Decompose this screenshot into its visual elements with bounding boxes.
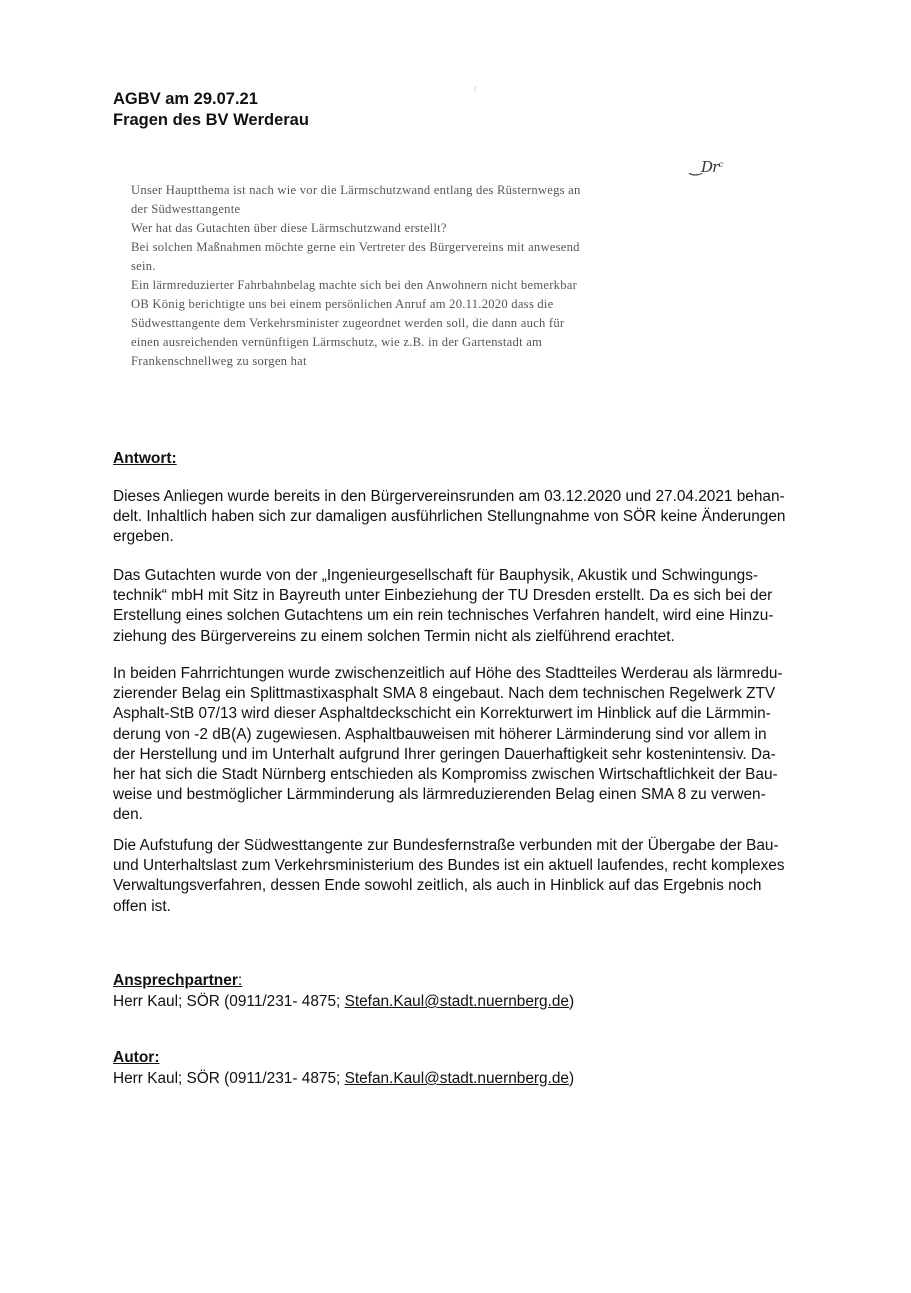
- author-person: Herr Kaul; SÖR (0911/231- 4875;: [113, 1070, 345, 1087]
- answer-heading: Antwort:: [113, 450, 177, 467]
- author-heading: Autor:: [113, 1049, 160, 1066]
- handwritten-initials: ‿Drᶜ: [690, 158, 723, 176]
- answer-line: In beiden Fahrrichtungen wurde zwischenzeitlich auf Höhe des Stadtteiles Werderau als lärmredu-: [113, 665, 783, 682]
- author-email-link[interactable]: Stefan.Kaul@stadt.nuernberg.de: [344, 1070, 569, 1087]
- contact-heading-colon: :: [237, 972, 243, 989]
- question-line: Südwesttangente dem Verkehrsminister zugeordnet werden soll, die dann auch für: [131, 316, 565, 330]
- question-line: Ein lärmreduzierter Fahrbahnbelag machte sich bei den Anwohnern nicht bemerkbar: [131, 278, 578, 292]
- contact-heading: Ansprechpartner: [113, 972, 238, 989]
- answer-line: offen ist.: [113, 897, 171, 915]
- answer-paragraph-4: [113, 836, 853, 917]
- answer-line: Dieses Anliegen wurde bereits in den Bürgervereinsrunden am 03.12.2020 und 27.04.2021 behan-: [113, 488, 785, 505]
- answer-paragraph-2: [113, 566, 853, 647]
- question-line: OB König berichtigte uns bei einem persönlichen Anruf am 20.11.2020 dass die: [131, 297, 554, 311]
- question-line: einen ausreichenden vernünftigen Lärmschutz, wie z.B. in der Gartenstadt am: [131, 335, 543, 349]
- question-line: Bei solchen Maßnahmen möchte gerne ein Vertreter des Bürgervereins mit anwesend: [131, 240, 580, 254]
- answer-paragraph-1: [113, 487, 853, 548]
- document-header: [113, 89, 309, 131]
- answer-line: derung von -2 dB(A) zugewiesen. Asphaltbauweisen mit höherer Lärminderung sind vor allem in: [113, 725, 767, 743]
- answer-line: und Unterhaltslast zum Verkehrsministerium des Bundes ist ein aktuell laufendes, recht komplexes: [113, 857, 785, 875]
- contact-suffix: ): [568, 993, 575, 1010]
- answer-paragraph-3: [113, 664, 853, 826]
- question-line: sein.: [131, 259, 156, 273]
- answer-line: Das Gutachten wurde von der „Ingenieurgesellschaft für Bauphysik, Akustik und Schwingungs-: [113, 567, 759, 584]
- answer-line: Verwaltungsverfahren, dessen Ende sowohl zeitlich, als auch in Hinblick auf das Ergebnis noch: [113, 877, 762, 895]
- answer-line: der Herstellung und im Unterhalt aufgrund Ihrer geringen Dauerhaftigkeit sehr kostenintensiv. Da-: [113, 745, 776, 763]
- question-line: der Südwesttangente: [131, 202, 241, 216]
- answer-line: Asphalt-StB 07/13 wird dieser Asphaltdeckschicht ein Korrekturwert im Hinblick auf die Lärmmin-: [113, 705, 771, 723]
- question-line: Frankenschnellweg zu sorgen hat: [131, 354, 307, 368]
- document-title: AGBV am 29.07.21: [113, 90, 258, 108]
- scan-speck: ı: [474, 84, 477, 93]
- question-line: Wer hat das Gutachten über diese Lärmschutzwand erstellt?: [131, 221, 447, 235]
- answer-line: Die Aufstufung der Südwesttangente zur Bundesfernstraße verbunden mit der Übergabe der Bau-: [113, 837, 779, 854]
- answer-line: delt. Inhaltlich haben sich zur damaligen ausführlichen Stellungnahme von SÖR keine Änderungen: [113, 508, 786, 526]
- answer-line: ergeben.: [113, 528, 174, 546]
- contact-heading-wrap: [113, 972, 242, 990]
- contact-person: Herr Kaul; SÖR (0911/231- 4875;: [113, 993, 345, 1010]
- answer-line: technik“ mbH mit Sitz in Bayreuth unter Einbeziehung der TU Dresden erstellt. Da es sich bei der: [113, 587, 773, 605]
- document-subtitle: Fragen des BV Werderau: [113, 111, 309, 129]
- contact-line: [113, 992, 574, 1012]
- scanned-question-text: [131, 181, 691, 371]
- question-line: Unser Hauptthema ist nach wie vor die Lärmschutzwand entlang des Rüsternwegs an: [131, 183, 581, 197]
- contact-email-link[interactable]: Stefan.Kaul@stadt.nuernberg.de: [344, 993, 569, 1010]
- answer-line: her hat sich die Stadt Nürnberg entschieden als Kompromiss zwischen Wirtschaftlichkeit der Bau-: [113, 766, 778, 784]
- answer-line: ziehung des Bürgervereins zu einem solchen Termin nicht als zielführend erachtet.: [113, 627, 675, 645]
- answer-line: Erstellung eines solchen Gutachtens um ein rein technisches Verfahren handelt, wird eine Hinzu-: [113, 607, 774, 625]
- author-suffix: ): [568, 1070, 575, 1087]
- answer-line: den.: [113, 806, 143, 824]
- answer-line: weise und bestmöglicher Lärmminderung als lärmreduzierenden Belag einen SMA 8 zu verwen-: [113, 786, 766, 804]
- answer-line: zierender Belag ein Splittmastixasphalt SMA 8 eingebaut. Nach dem technischen Regelwerk ZTV: [113, 685, 776, 703]
- author-line: [113, 1069, 574, 1089]
